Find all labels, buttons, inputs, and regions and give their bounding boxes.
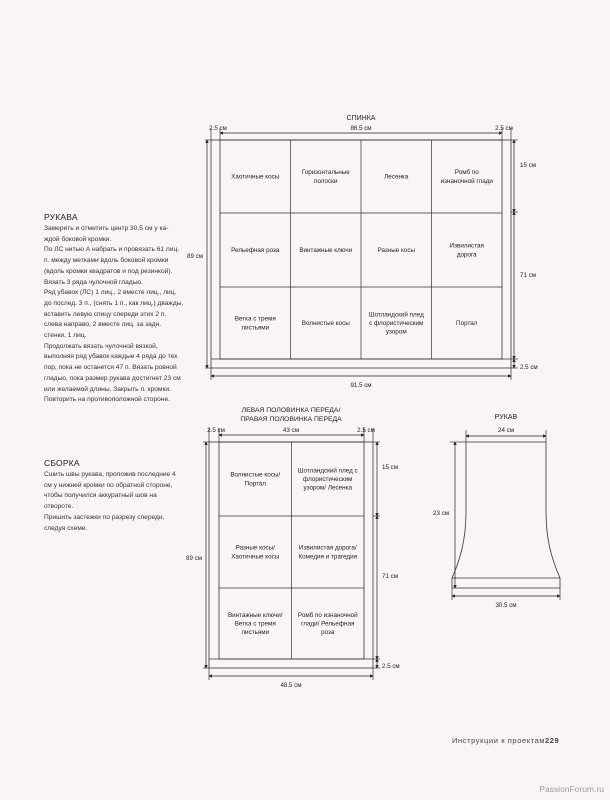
footer-section-label: Инструкции к проектам — [452, 736, 546, 745]
diagram-title: ЛЕВАЯ ПОЛОВИНКА ПЕРЕДА/ — [241, 407, 341, 414]
cell-label: Горизонтальные полоски — [301, 169, 350, 185]
dimension-label: 30.5 см — [495, 602, 517, 609]
paragraph: Вязать 3 ряда чулочной гладью. — [44, 278, 143, 286]
cell-label: Винтажные ключи/ Ветка с тремя листьями — [227, 611, 283, 637]
cell-label: Шотландский плед с флористическим узором — [368, 311, 424, 336]
paragraph: Замерить и отметить центр 30,5 см у ка- ждой боковой кромки. — [44, 225, 169, 243]
back-panel-diagram — [187, 115, 538, 389]
assembly-heading: СБОРКА — [44, 458, 80, 468]
dimension-label: 23 см — [433, 510, 449, 517]
cell-label: Разные косы — [377, 247, 416, 254]
dimension-label: 71 см — [520, 272, 536, 279]
paragraph: По ЛС нитью А набрать и провязать 61 лиц. п. между метками вдоль боковой кромки (вдоль кромки квадратов и под резинкой). — [44, 246, 180, 275]
paragraph: Продолжать вязать чулочной вязкой, выполняя ряд убавок каждые 4 ряда до тех пор, пока не останется 47 п. Вязать ровной гладью, пока размер рукава достигнет 23 см или желаемой длины. Закрыть п. кромки. Повторить на противоположной стороне. — [44, 342, 181, 404]
cell-label: Ветка с тремя листьями — [234, 315, 276, 332]
dimension-label: 48.5 см — [280, 682, 302, 689]
dimension-label: 24 см — [498, 427, 514, 434]
sleeve-diagram — [433, 414, 560, 609]
paragraph: Пришить застежки по разрезу спереди, следуя схеме. — [44, 513, 165, 532]
cell-label: Хаотичные косы — [231, 173, 280, 181]
cell-label: Лесенка — [384, 173, 409, 181]
paragraph: Сшить швы рукава, проложив последние 4 см у нижней кромки по обратной стороне, чтобы получился аккуратный шов на отвороте. — [44, 471, 176, 511]
dimension-label: 86.5 см — [350, 125, 372, 132]
dimension-label: 91.5 см — [350, 382, 372, 389]
cell-label: Извилистая дорога — [449, 242, 484, 259]
dimension-label: 2.5 см — [382, 663, 400, 670]
diagram-title: ПРАВАЯ ПОЛОВИНКА ПЕРЕДА — [240, 416, 342, 423]
front-panel-diagram — [186, 407, 400, 689]
dimension-label: 43 см — [283, 427, 299, 434]
page-number: 229 — [545, 736, 560, 745]
dimension-label: 89 см — [186, 555, 202, 562]
cell-label: Ромб по изнаночной глади — [440, 169, 493, 185]
dimension-label: 71 см — [382, 573, 398, 580]
cell-label: Рельефная роза — [231, 247, 280, 254]
diagram-title: РУКАВ — [494, 414, 518, 421]
cell-label: Шотландский плед с флористическим узором/ Лесенка — [297, 467, 358, 492]
cell-label: Портал — [456, 320, 478, 327]
cell-label: Винтажные ключи — [299, 247, 353, 254]
diagram-title: СПИНКА — [346, 115, 376, 122]
cell-label: Извилистая дорога/ Комедия и трагедия — [298, 544, 357, 561]
dimension-label: 2.5 см — [495, 125, 513, 132]
watermark: PassionForum.ru — [539, 784, 604, 794]
dimension-label: 89 см — [187, 253, 203, 260]
dimension-label: 15 см — [520, 162, 536, 169]
dimension-label: 2.5 см — [207, 427, 225, 434]
cell-label: Ромб по изнаночной глади/ Рельефная роза — [297, 611, 358, 637]
cell-label: Разные косы/ Хаотичные косы — [231, 544, 280, 561]
dimension-label: 2.5 см — [209, 125, 227, 132]
dimension-label: 2.5 см — [520, 364, 538, 371]
dimension-label: 15 см — [382, 464, 398, 471]
cell-label: Волнистые косы/ Портал — [230, 471, 281, 488]
dimension-label: 2.5 см — [357, 427, 375, 434]
cell-label: Волнистые косы — [301, 320, 350, 327]
sleeves-heading: РУКАВА — [44, 212, 78, 222]
sleeve-outline — [452, 442, 560, 588]
paragraph: Ряд убавок (ЛС) 1 лиц., 2 вместе лиц., лиц. до послед. 3 п., (снять 1 п., как лиц.) дважды, вставить левую спицу спереди этих 2 п. слева направо, 2 вместе лиц. за задн. стенки, 1 лиц. — [44, 289, 184, 340]
